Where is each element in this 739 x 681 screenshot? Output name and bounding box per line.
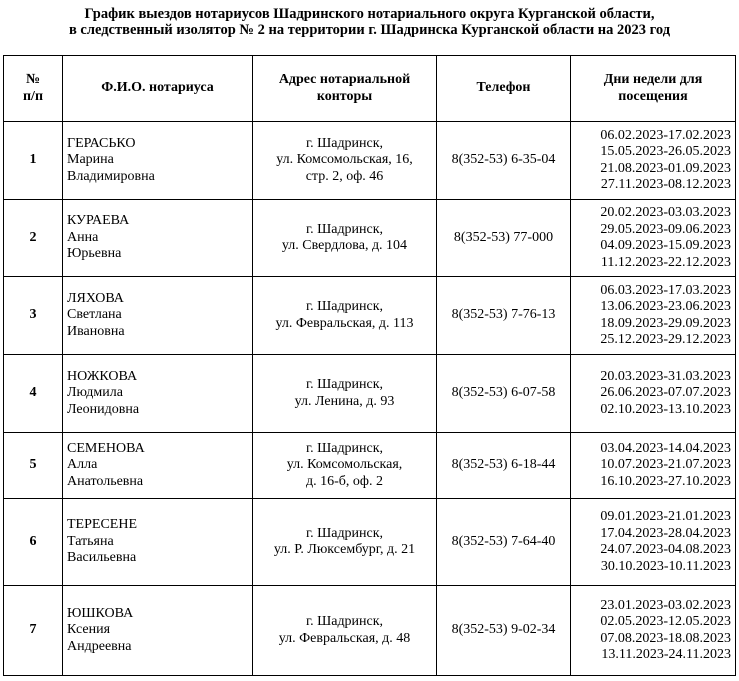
visit-dates [571, 200, 736, 277]
office-address-line: ул. Комсомольская, 16, [276, 152, 413, 168]
notary-name-line: Ксения [67, 622, 111, 638]
office-address-line: ул. Р. Люксембург, д. 21 [273, 542, 416, 557]
office-address [253, 433, 437, 499]
notary-name-line: ЮШКОВА [67, 605, 134, 621]
office-address-line: ул. Февральская, д. 113 [275, 315, 414, 331]
notary-name [63, 122, 253, 200]
visit-dates-line: 29.05.2023-09.06.2023 [600, 221, 731, 237]
table-row [4, 499, 736, 586]
visit-dates-line: 20.02.2023-03.03.2023 [600, 205, 731, 220]
notary-name-line: Татьяна [67, 533, 114, 549]
document-title [0, 6, 739, 38]
notary-name-line: Алла [67, 457, 98, 473]
notary-name-line: Владимировна [67, 168, 155, 184]
table-row [4, 277, 736, 355]
office-address-line: ул. Ленина, д. 93 [294, 393, 395, 409]
office-address-line: г. Шадринск, [305, 440, 384, 456]
notary-name-line: Марина [67, 152, 114, 168]
notary-name-line: Светлана [67, 307, 122, 323]
visit-dates-line: 02.05.2023-12.05.2023 [600, 614, 731, 629]
office-address-line: г. Шадринск, [305, 614, 384, 629]
visit-dates [571, 122, 736, 200]
visit-dates-line: 06.03.2023-17.03.2023 [600, 282, 731, 298]
notary-name-line: ЛЯХОВА [67, 290, 124, 306]
row-number: 3 [4, 277, 63, 355]
notary-name-line: КУРАЕВА [67, 213, 130, 229]
visit-dates-line: 27.11.2023-08.12.2023 [600, 177, 731, 192]
visit-dates-line: 07.08.2023-18.08.2023 [600, 630, 731, 646]
table-header-row [4, 56, 736, 122]
notary-name-line: Андреевна [67, 638, 132, 654]
notary-name [63, 277, 253, 355]
table-row [4, 200, 736, 277]
visit-dates-line: 13.06.2023-23.06.2023 [600, 299, 731, 314]
visit-dates-line: 04.09.2023-15.09.2023 [600, 238, 731, 253]
office-address [253, 499, 437, 586]
visit-dates-line: 21.08.2023-01.09.2023 [600, 160, 731, 176]
table-body [4, 122, 736, 676]
row-number: 5 [4, 433, 63, 499]
table-row [4, 122, 736, 200]
phone-number: 8(352-53) 6-07-58 [437, 355, 571, 433]
visit-dates-line: 25.12.2023-29.12.2023 [600, 332, 731, 347]
office-address [253, 355, 437, 433]
visit-dates-line: 24.07.2023-04.08.2023 [600, 542, 731, 557]
visit-dates [571, 586, 736, 676]
visit-dates-line: 13.11.2023-24.11.2023 [601, 647, 731, 662]
notary-name-line: Людмила [67, 385, 123, 401]
office-address-line: г. Шадринск, [305, 299, 384, 314]
visit-dates [571, 277, 736, 355]
visit-dates-line: 23.01.2023-03.02.2023 [600, 597, 731, 613]
row-number: 7 [4, 586, 63, 676]
phone-number: 8(352-53) 6-35-04 [437, 122, 571, 200]
phone-number: 8(352-53) 77-000 [437, 200, 571, 277]
visit-dates-line: 26.06.2023-07.07.2023 [600, 385, 731, 401]
row-number: 2 [4, 200, 63, 277]
office-address [253, 277, 437, 355]
phone-number: 8(352-53) 6-18-44 [437, 433, 571, 499]
phone-number: 8(352-53) 7-76-13 [437, 277, 571, 355]
visit-dates-line: 02.10.2023-13.10.2023 [600, 401, 731, 417]
notary-name-line: Васильевна [67, 550, 137, 566]
header-address: Адрес нотариальной конторы [253, 56, 437, 122]
title-line-1: График выездов нотариусов Шадринского нотариального округа Курганской области, [84, 6, 655, 22]
notary-name-line: НОЖКОВА [67, 368, 138, 384]
visit-dates-line: 20.03.2023-31.03.2023 [600, 368, 731, 384]
notary-name-line: СЕМЕНОВА [67, 440, 145, 456]
header-number: № п/п [4, 56, 63, 122]
visit-dates-line: 09.01.2023-21.01.2023 [600, 509, 731, 524]
table-row [4, 433, 736, 499]
office-address-line: ул. Февральская, д. 48 [278, 630, 411, 646]
phone-number: 8(352-53) 7-64-40 [437, 499, 571, 586]
office-address-line: г. Шадринск, [305, 525, 384, 541]
row-number: 1 [4, 122, 63, 200]
visit-dates-line: 03.04.2023-14.04.2023 [600, 440, 731, 456]
office-address-line: ул. Комсомольская, [286, 457, 403, 473]
visit-dates-line: 11.12.2023-22.12.2023 [600, 254, 731, 270]
office-address-line: г. Шадринск, [305, 377, 384, 392]
notary-name-line: Юрьевна [67, 246, 122, 262]
notary-name-line: ТЕРЕСЕНЕ [67, 517, 137, 533]
visit-dates [571, 355, 736, 433]
notary-name [63, 586, 253, 676]
schedule-table [3, 55, 736, 676]
visit-dates [571, 499, 736, 586]
visit-dates-line: 18.09.2023-29.09.2023 [600, 315, 731, 331]
office-address [253, 200, 437, 277]
row-number: 6 [4, 499, 63, 586]
visit-dates [571, 433, 736, 499]
visit-dates-line: 17.04.2023-28.04.2023 [600, 525, 731, 541]
notary-name-line: Анна [67, 229, 99, 245]
office-address [253, 586, 437, 676]
office-address-line: г. Шадринск, [305, 135, 384, 151]
notary-name [63, 433, 253, 499]
title-line-2: в следственный изолятор № 2 на территории г. Шадринска Курганской области на 2023 год [68, 22, 671, 38]
notary-name-line: Анатольевна [67, 473, 144, 489]
phone-number: 8(352-53) 9-02-34 [437, 586, 571, 676]
visit-dates-line: 15.05.2023-26.05.2023 [600, 144, 731, 159]
table-row [4, 355, 736, 433]
notary-name-line: ГЕРАСЬКО [67, 135, 136, 151]
table-row [4, 586, 736, 676]
row-number: 4 [4, 355, 63, 433]
visit-dates-line: 30.10.2023-10.11.2023 [600, 558, 731, 574]
notary-name [63, 499, 253, 586]
office-address [253, 122, 437, 200]
notary-name-line: Ивановна [67, 323, 125, 339]
notary-name [63, 355, 253, 433]
office-address-line: стр. 2, оф. 46 [305, 168, 384, 184]
notary-name-line: Леонидовна [67, 401, 140, 417]
header-days: Дни недели для посещения [571, 56, 736, 122]
office-address-line: г. Шадринск, [305, 221, 384, 237]
header-name: Ф.И.О. нотариуса [63, 56, 253, 122]
office-address-line: д. 16-б, оф. 2 [306, 473, 383, 489]
notary-name [63, 200, 253, 277]
visit-dates-line: 16.10.2023-27.10.2023 [600, 473, 731, 489]
header-phone: Телефон [437, 56, 571, 122]
office-address-line: ул. Свердлова, д. 104 [281, 238, 408, 253]
visit-dates-line: 06.02.2023-17.02.2023 [600, 127, 731, 143]
visit-dates-line: 10.07.2023-21.07.2023 [600, 457, 731, 473]
